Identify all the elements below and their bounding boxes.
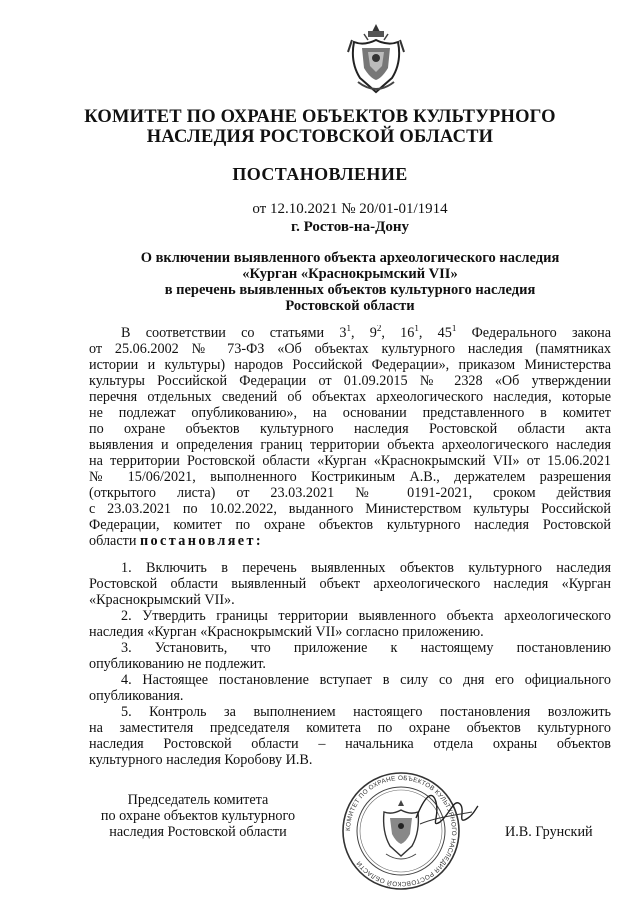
preamble-line: № 15/06/2021, выполненного Кострикиным А.В., держателем разрешения [89,469,611,485]
item-3-line: опубликованию не подлежит. [89,656,266,672]
resolution-keyword: постановляет: [139,533,264,549]
document-date-number: от 12.10.2021 № 20/01-01/1914 [252,201,448,217]
subject-line: «Курган «Краснокрымский VII» [242,266,458,282]
preamble-line: на территории Ростовской области «Курган «Краснокрымский VII» от 15.06.2021 [89,453,611,469]
preamble-paragraph [89,325,611,549]
item-5-line: культурного наследия Коробову И.В. [89,752,313,768]
subject-line: О включении выявленного объекта археологического наследия [140,250,560,266]
committee-name-line1: КОМИТЕТ ПО ОХРАНЕ ОБЪЕКТОВ КУЛЬТУРНОГО [84,107,556,127]
preamble-line: Федерации, комитет по охране объектов культурного наследия Ростовской [89,517,611,533]
signatory-title-line: Председатель комитета [127,792,269,808]
preamble-line: не подлежат опубликованию», на основании представленного в комитет [89,405,611,421]
signatory-name: И.В. Грунский [505,824,593,840]
signatory-title-line: по охране объектов культурного [100,808,296,824]
item-1-line: 1. Включить в перечень выявленных объектов культурного наследия [121,560,611,576]
svg-text:КОМИТЕТ ПО ОХРАНЕ ОБЪЕКТОВ КУЛ: КОМИТЕТ ПО ОХРАНЕ ОБЪЕКТОВ КУЛЬТУРНОГО НАСЛЕДИЯ РОСТОВСКОЙ ОБЛАСТИ [344,774,458,888]
preamble-line: В соответствии со статьями $3^1$, $9^2$, $16^1$, $45^1$ Федерального закона [121,325,611,341]
document-city: г. Ростов-на-Дону [290,219,410,235]
item-5-line: наследия Ростовской области – начальника отдела охраны объектов [89,736,611,752]
subject-line: в перечень выявленных объектов культурного наследия [164,282,536,298]
item-3-line: 3. Установить, что приложение к настоящему постановлению [121,640,611,656]
preamble-line: культуры Российской Федерации от 01.09.2015 № 2328 «Об утверждении [89,373,611,389]
signatory-title [88,792,308,840]
subject-line: Ростовской области [285,298,415,314]
coat-of-arms-emblem [346,22,406,98]
item-4-line: 4. Настоящее постановление вступает в силу со дня его официального [121,672,611,688]
preamble-line: истории и культуры) народов Российской Федерации», приказом Министерства [89,357,611,373]
document-type: ПОСТАНОВЛЕНИЕ [232,164,408,184]
item-1-line: Ростовской области выявленный объект археологического наследия «Курган [89,576,611,592]
item-2-line: 2. Утвердить границы территории выявленного объекта археологического [121,608,611,624]
preamble-line: выявления и определения границ территории объекта археологического наследия [89,437,611,453]
item-4-line: опубликования. [89,688,184,704]
item-2-line: наследия «Курган «Краснокрымский VII» согласно приложению. [89,624,484,640]
signatory-title-line: наследия Ростовской области [109,824,287,840]
item-1-line: «Краснокрымский VII». [89,592,235,608]
item-5-line: 5. Контроль за выполнением настоящего постановления возложить [121,704,611,720]
committee-name-line2: НАСЛЕДИЯ РОСТОВСКОЙ ОБЛАСТИ [146,127,494,147]
resolution-items [89,560,611,768]
preamble-line: области постановляет: [89,533,264,549]
preamble-line: от 25.06.2002 № 73-ФЗ «Об объектах культурного наследия (памятниках [89,341,611,357]
preamble-line: (открытого листа) от 23.03.2021 № 0191-2021, сроком действия [89,485,611,501]
preamble-line: по охране объектов культурного наследия Ростовской области акта [89,421,611,437]
item-5-line: на заместителя председателя комитета по охране объектов культурного [89,720,611,736]
preamble-line: с 23.03.2021 по 10.02.2022, выданного Министерством культуры Российской [89,501,611,517]
preamble-line: перечня отдельных сведений об объектах археологического наследия, которые [89,389,611,405]
handwritten-signature [410,778,480,838]
